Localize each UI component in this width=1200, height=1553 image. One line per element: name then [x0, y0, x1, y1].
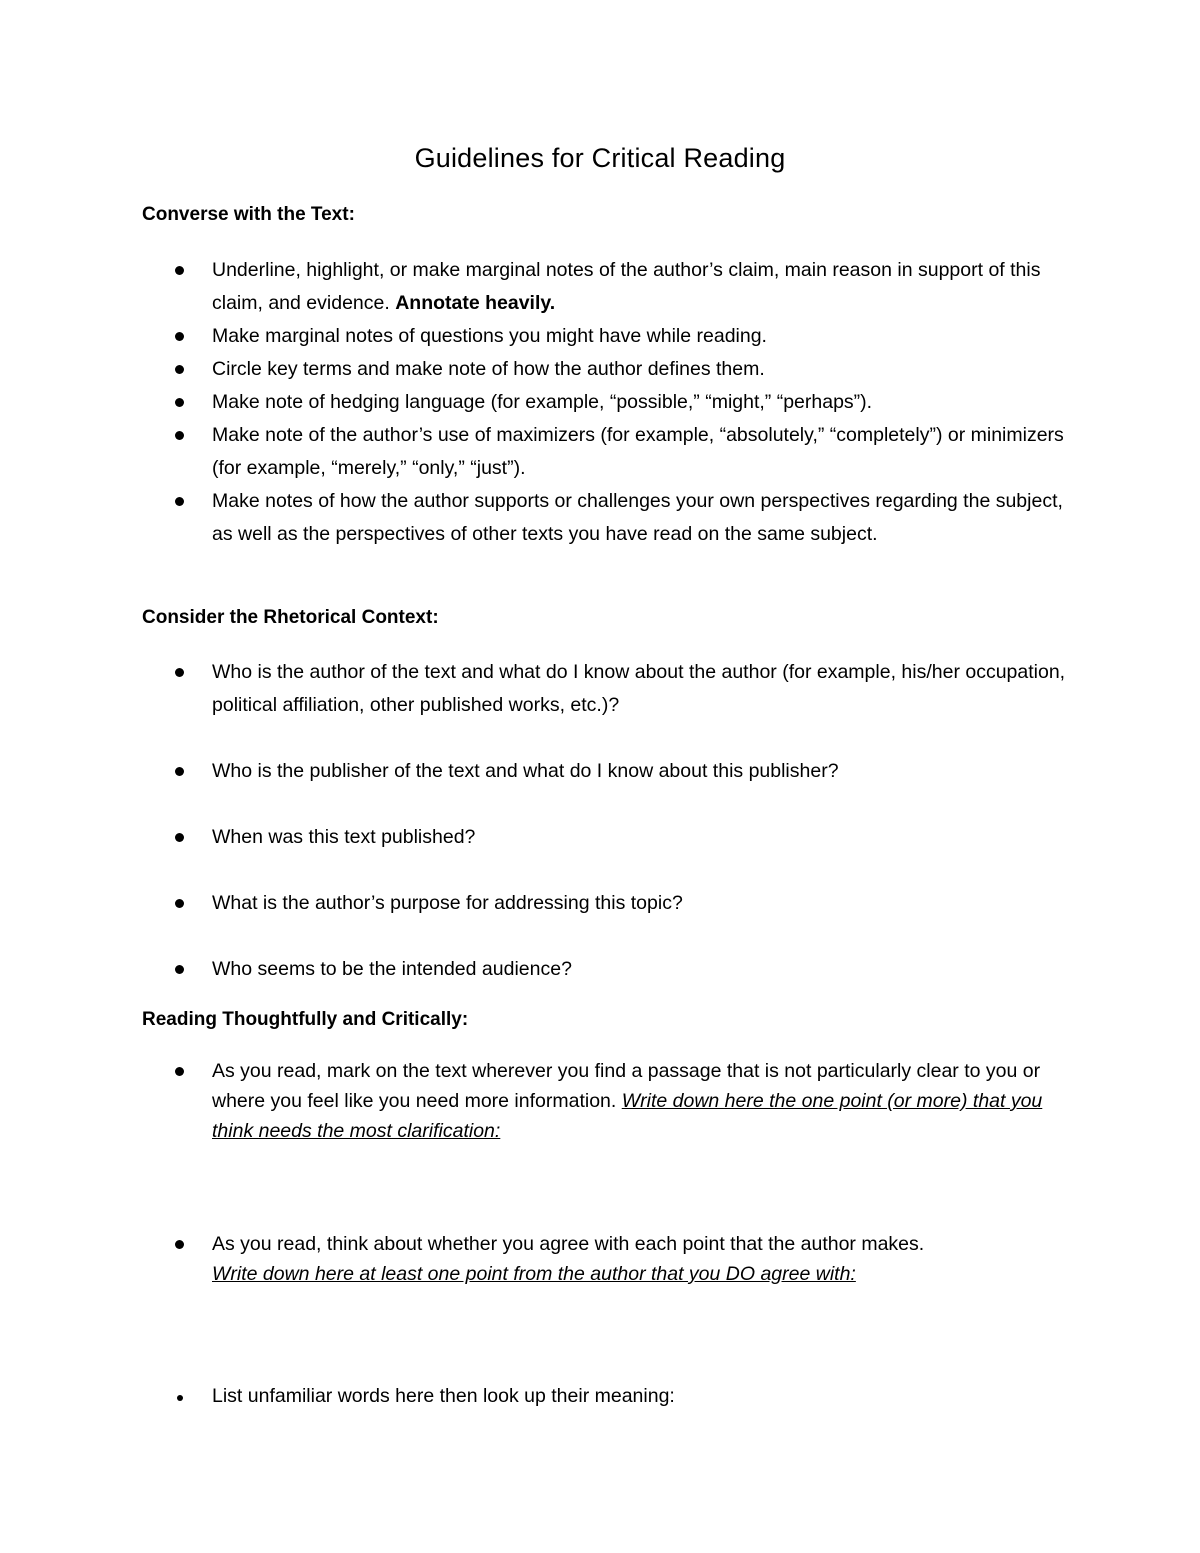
bullet-icon [175, 899, 184, 908]
writing-prompt: Write down here the one point (or more) that you think needs the most clarification: [212, 1090, 1043, 1142]
item-text: Underline, highlight, or make marginal notes of the author’s claim, main reason in support of this claim, and evidence. [212, 259, 1041, 314]
section-heading-reading: Reading Thoughtfully and Critically: [142, 1009, 469, 1030]
item-text: Who is the publisher of the text and what do I know about this publisher? [212, 760, 839, 782]
list-item [0, 485, 1200, 551]
item-text: When was this text published? [212, 826, 476, 848]
item-text: Make note of hedging language (for example, “possible,” “might,” “perhaps”). [212, 391, 873, 413]
list-item [0, 656, 1200, 722]
list-item [0, 1056, 1200, 1146]
list-item [0, 353, 1200, 386]
list-item [0, 821, 1200, 854]
reading-list [0, 1056, 1200, 1411]
bullet-icon [175, 767, 184, 776]
list-item [0, 1229, 1200, 1289]
bullet-icon [175, 1240, 184, 1249]
list-item [0, 320, 1200, 353]
bullet-icon [175, 497, 184, 506]
list-item [0, 953, 1200, 986]
item-text: Make notes of how the author supports or challenges your own perspectives regarding the subject, as well as the perspectives of other texts you have read on the same subject. [212, 490, 1063, 545]
bullet-icon [177, 1395, 183, 1401]
item-text: Who seems to be the intended audience? [212, 958, 572, 980]
item-text: What is the author’s purpose for addressing this topic? [212, 892, 683, 914]
bullet-icon [175, 266, 184, 275]
bullet-icon [175, 965, 184, 974]
rhetorical-list [0, 656, 1200, 986]
item-text: Who is the author of the text and what do I know about the author (for example, his/her occupation, political affiliation, other published works, etc.)? [212, 661, 1066, 716]
list-item [0, 1381, 1200, 1411]
item-emphasis: Annotate heavily. [395, 292, 556, 314]
item-text: Circle key terms and make note of how the author defines them. [212, 358, 765, 380]
section-heading-rhetorical: Consider the Rhetorical Context: [142, 607, 439, 628]
bullet-icon [175, 431, 184, 440]
bullet-icon [175, 365, 184, 374]
bullet-icon [175, 398, 184, 407]
writing-prompt: Write down here at least one point from the author that you DO agree with: [212, 1263, 856, 1285]
item-text: Make marginal notes of questions you might have while reading. [212, 325, 767, 347]
item-text: List unfamiliar words here then look up their meaning: [212, 1385, 675, 1407]
list-item [0, 755, 1200, 788]
item-text: Make note of the author’s use of maximizers (for example, “absolutely,” “completely”) or minimizers (for example, “merely,” “only,” “just”). [212, 424, 1064, 479]
list-item [0, 386, 1200, 419]
item-text: As you read, mark on the text wherever you find a passage that is not particularly clear to you or where you feel like you need more information. [212, 1060, 1041, 1112]
bullet-icon [175, 833, 184, 842]
list-item [0, 887, 1200, 920]
item-text: As you read, think about whether you agree with each point that the author makes. [212, 1233, 925, 1255]
bullet-icon [175, 668, 184, 677]
bullet-icon [175, 332, 184, 341]
section-heading-converse: Converse with the Text: [142, 204, 355, 225]
list-item [0, 419, 1200, 485]
list-item [0, 254, 1200, 320]
converse-list [0, 254, 1200, 551]
page-title: Guidelines for Critical Reading [414, 143, 786, 173]
bullet-icon [175, 1067, 184, 1076]
